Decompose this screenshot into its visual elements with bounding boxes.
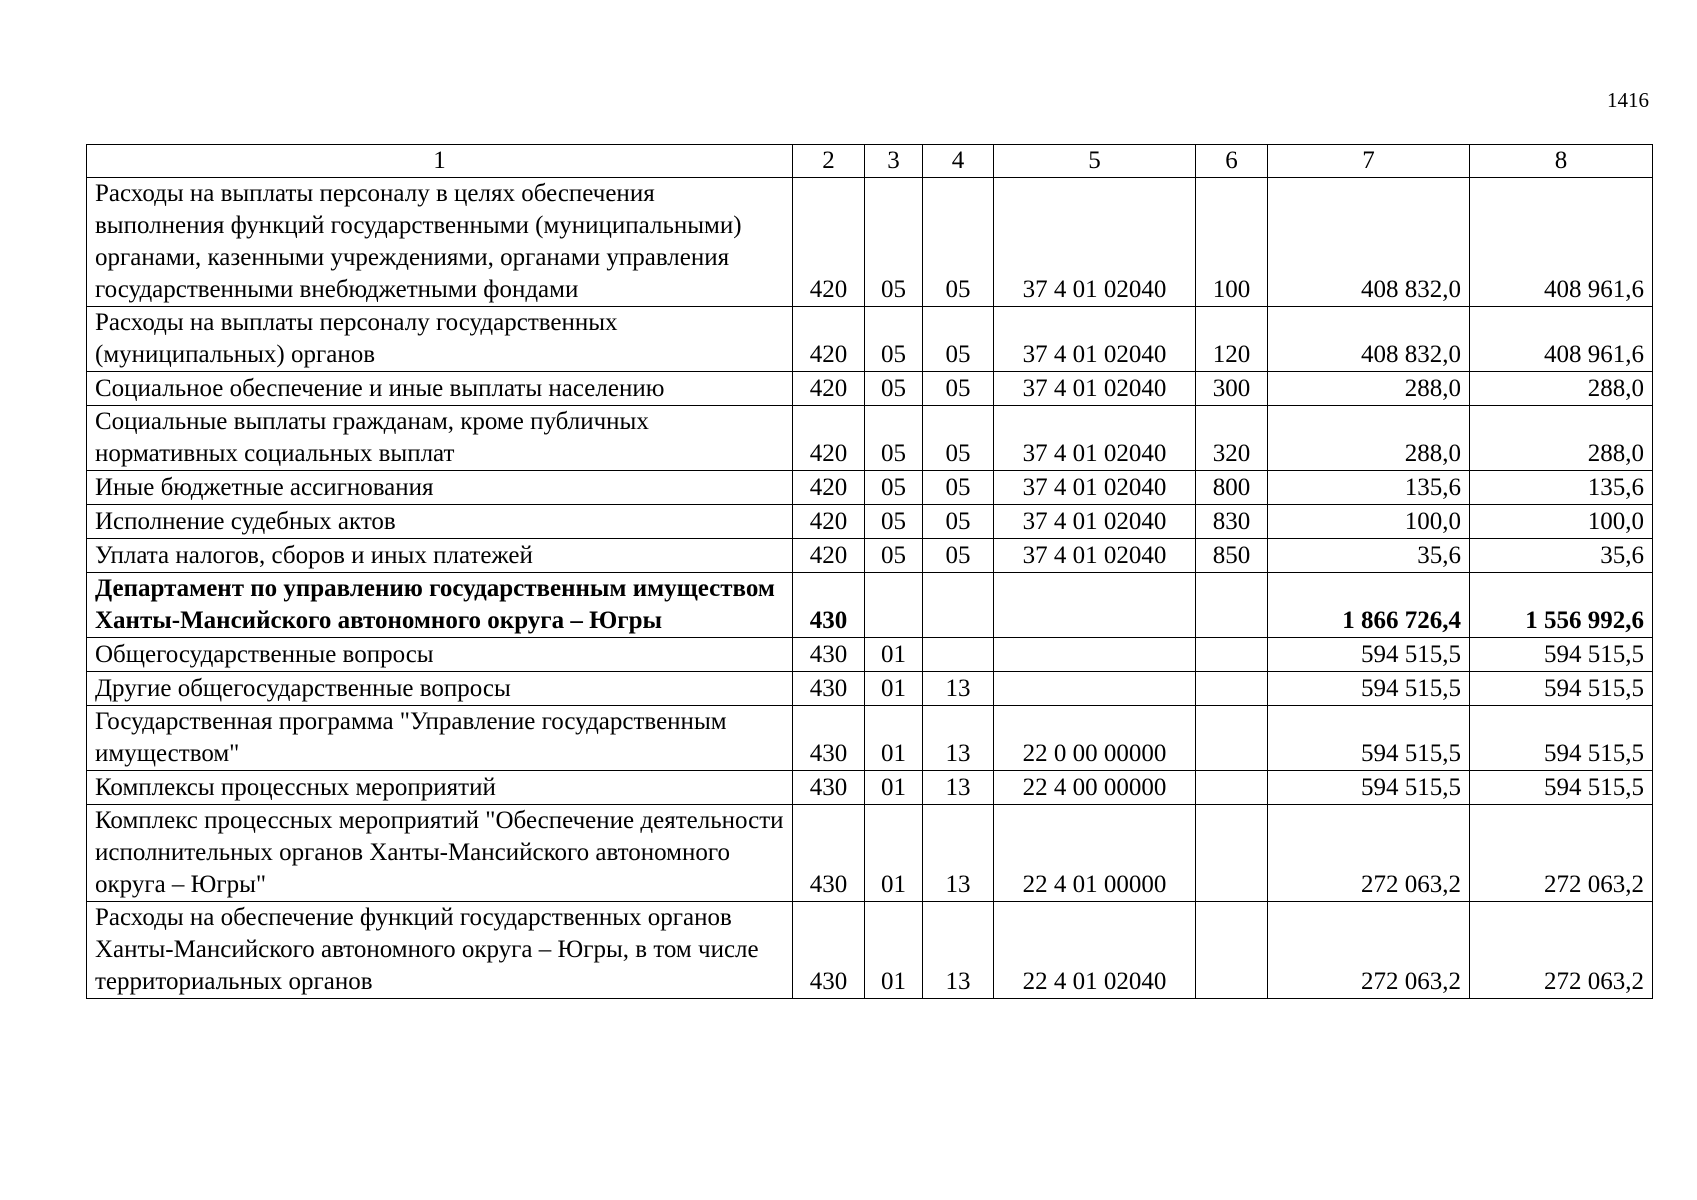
cell-col2: 430 (793, 672, 865, 706)
column-header: 1 (87, 145, 793, 178)
row-name: Комплексы процессных мероприятий (87, 771, 793, 805)
cell-col7: 100,0 (1268, 505, 1470, 539)
cell-col6: 830 (1196, 505, 1268, 539)
column-header: 8 (1470, 145, 1653, 178)
table-row (87, 307, 1653, 372)
cell-col4: 13 (923, 805, 994, 902)
cell-col7: 594 515,5 (1268, 672, 1470, 706)
cell-col6 (1196, 771, 1268, 805)
cell-col5: 22 4 01 00000 (994, 805, 1196, 902)
cell-col5 (994, 573, 1196, 638)
cell-col8: 272 063,2 (1470, 805, 1653, 902)
cell-col7: 272 063,2 (1268, 805, 1470, 902)
cell-col5: 37 4 01 02040 (994, 406, 1196, 471)
row-name: Социальное обеспечение и иные выплаты населению (87, 372, 793, 406)
cell-col6: 800 (1196, 471, 1268, 505)
cell-col2: 420 (793, 471, 865, 505)
cell-col8: 288,0 (1470, 406, 1653, 471)
cell-col8: 288,0 (1470, 372, 1653, 406)
row-name: Департамент по управлению государственным имуществом Ханты-Мансийского автономного округа – Югры (87, 573, 793, 638)
row-name: Исполнение судебных актов (87, 505, 793, 539)
row-name: Расходы на выплаты персоналу государственных (муниципальных) органов (87, 307, 793, 372)
cell-col2: 430 (793, 771, 865, 805)
cell-col3: 01 (865, 902, 923, 999)
row-name: Другие общегосударственные вопросы (87, 672, 793, 706)
cell-col7: 135,6 (1268, 471, 1470, 505)
row-name: Комплекс процессных мероприятий "Обеспечение деятельности исполнительных органов Ханты-Мансийского автономного округа – Югры" (87, 805, 793, 902)
cell-col8: 100,0 (1470, 505, 1653, 539)
row-name: Расходы на выплаты персоналу в целях обеспечения выполнения функций государственными (муниципальными) органами, казенными учреждениями, органами управления государственными внебюджетными фондами (87, 178, 793, 307)
cell-col8: 35,6 (1470, 539, 1653, 573)
cell-col5 (994, 638, 1196, 672)
cell-col2: 430 (793, 573, 865, 638)
cell-col4: 05 (923, 178, 994, 307)
cell-col8: 272 063,2 (1470, 902, 1653, 999)
row-name: Уплата налогов, сборов и иных платежей (87, 539, 793, 573)
cell-col2: 420 (793, 505, 865, 539)
cell-col3: 05 (865, 505, 923, 539)
cell-col5: 22 0 00 00000 (994, 706, 1196, 771)
table-row (87, 406, 1653, 471)
cell-col6 (1196, 706, 1268, 771)
cell-col7: 1 866 726,4 (1268, 573, 1470, 638)
table-row (87, 672, 1653, 706)
row-name: Расходы на обеспечение функций государственных органов Ханты-Мансийского автономного округа – Югры, в том числе территориальных органов (87, 902, 793, 999)
cell-col6: 300 (1196, 372, 1268, 406)
cell-col6: 100 (1196, 178, 1268, 307)
cell-col2: 420 (793, 406, 865, 471)
cell-col5: 37 4 01 02040 (994, 307, 1196, 372)
cell-col3: 05 (865, 406, 923, 471)
cell-col3: 01 (865, 805, 923, 902)
cell-col6: 320 (1196, 406, 1268, 471)
cell-col7: 272 063,2 (1268, 902, 1470, 999)
table-row (87, 505, 1653, 539)
table-row (87, 372, 1653, 406)
cell-col4: 13 (923, 902, 994, 999)
table-row (87, 638, 1653, 672)
cell-col7: 408 832,0 (1268, 307, 1470, 372)
table-row (87, 539, 1653, 573)
cell-col7: 35,6 (1268, 539, 1470, 573)
cell-col5: 37 4 01 02040 (994, 471, 1196, 505)
cell-col5: 37 4 01 02040 (994, 505, 1196, 539)
row-name: Иные бюджетные ассигнования (87, 471, 793, 505)
cell-col2: 420 (793, 539, 865, 573)
cell-col5: 37 4 01 02040 (994, 178, 1196, 307)
cell-col5: 22 4 00 00000 (994, 771, 1196, 805)
row-name: Общегосударственные вопросы (87, 638, 793, 672)
cell-col7: 288,0 (1268, 406, 1470, 471)
cell-col7: 594 515,5 (1268, 638, 1470, 672)
page-number: 1416 (1607, 88, 1649, 112)
column-header: 5 (994, 145, 1196, 178)
cell-col6 (1196, 573, 1268, 638)
cell-col7: 594 515,5 (1268, 771, 1470, 805)
column-header: 6 (1196, 145, 1268, 178)
cell-col3: 01 (865, 672, 923, 706)
cell-col5: 22 4 01 02040 (994, 902, 1196, 999)
table-row (87, 471, 1653, 505)
cell-col6 (1196, 638, 1268, 672)
cell-col3: 05 (865, 307, 923, 372)
table-row (87, 902, 1653, 999)
table-row (87, 178, 1653, 307)
cell-col4: 13 (923, 706, 994, 771)
cell-col2: 430 (793, 902, 865, 999)
cell-col8: 594 515,5 (1470, 771, 1653, 805)
cell-col6: 850 (1196, 539, 1268, 573)
column-header: 7 (1268, 145, 1470, 178)
cell-col3: 01 (865, 638, 923, 672)
cell-col6 (1196, 902, 1268, 999)
cell-col4: 05 (923, 406, 994, 471)
cell-col3 (865, 573, 923, 638)
cell-col2: 430 (793, 638, 865, 672)
cell-col4: 05 (923, 539, 994, 573)
cell-col7: 408 832,0 (1268, 178, 1470, 307)
cell-col8: 135,6 (1470, 471, 1653, 505)
row-name: Социальные выплаты гражданам, кроме публичных нормативных социальных выплат (87, 406, 793, 471)
cell-col3: 01 (865, 771, 923, 805)
cell-col7: 594 515,5 (1268, 706, 1470, 771)
cell-col6 (1196, 672, 1268, 706)
column-header: 3 (865, 145, 923, 178)
table-row-department (87, 573, 1653, 638)
cell-col3: 05 (865, 539, 923, 573)
cell-col3: 05 (865, 372, 923, 406)
cell-col4: 05 (923, 372, 994, 406)
cell-col5: 37 4 01 02040 (994, 372, 1196, 406)
cell-col7: 288,0 (1268, 372, 1470, 406)
cell-col4: 05 (923, 505, 994, 539)
cell-col4: 05 (923, 307, 994, 372)
row-name: Государственная программа "Управление государственным имуществом" (87, 706, 793, 771)
cell-col8: 1 556 992,6 (1470, 573, 1653, 638)
header-row (87, 145, 1653, 178)
cell-col6 (1196, 805, 1268, 902)
cell-col8: 594 515,5 (1470, 706, 1653, 771)
column-header: 2 (793, 145, 865, 178)
cell-col2: 420 (793, 178, 865, 307)
cell-col8: 594 515,5 (1470, 672, 1653, 706)
cell-col6: 120 (1196, 307, 1268, 372)
cell-col3: 05 (865, 178, 923, 307)
column-header: 4 (923, 145, 994, 178)
cell-col8: 408 961,6 (1470, 307, 1653, 372)
cell-col8: 408 961,6 (1470, 178, 1653, 307)
cell-col4 (923, 638, 994, 672)
cell-col4 (923, 573, 994, 638)
table-row (87, 805, 1653, 902)
table-row (87, 706, 1653, 771)
cell-col4: 13 (923, 672, 994, 706)
cell-col2: 420 (793, 307, 865, 372)
cell-col5: 37 4 01 02040 (994, 539, 1196, 573)
budget-table (86, 144, 1653, 999)
cell-col5 (994, 672, 1196, 706)
cell-col8: 594 515,5 (1470, 638, 1653, 672)
cell-col2: 420 (793, 372, 865, 406)
cell-col2: 430 (793, 706, 865, 771)
cell-col2: 430 (793, 805, 865, 902)
cell-col4: 05 (923, 471, 994, 505)
cell-col3: 01 (865, 706, 923, 771)
cell-col4: 13 (923, 771, 994, 805)
cell-col3: 05 (865, 471, 923, 505)
table-row (87, 771, 1653, 805)
